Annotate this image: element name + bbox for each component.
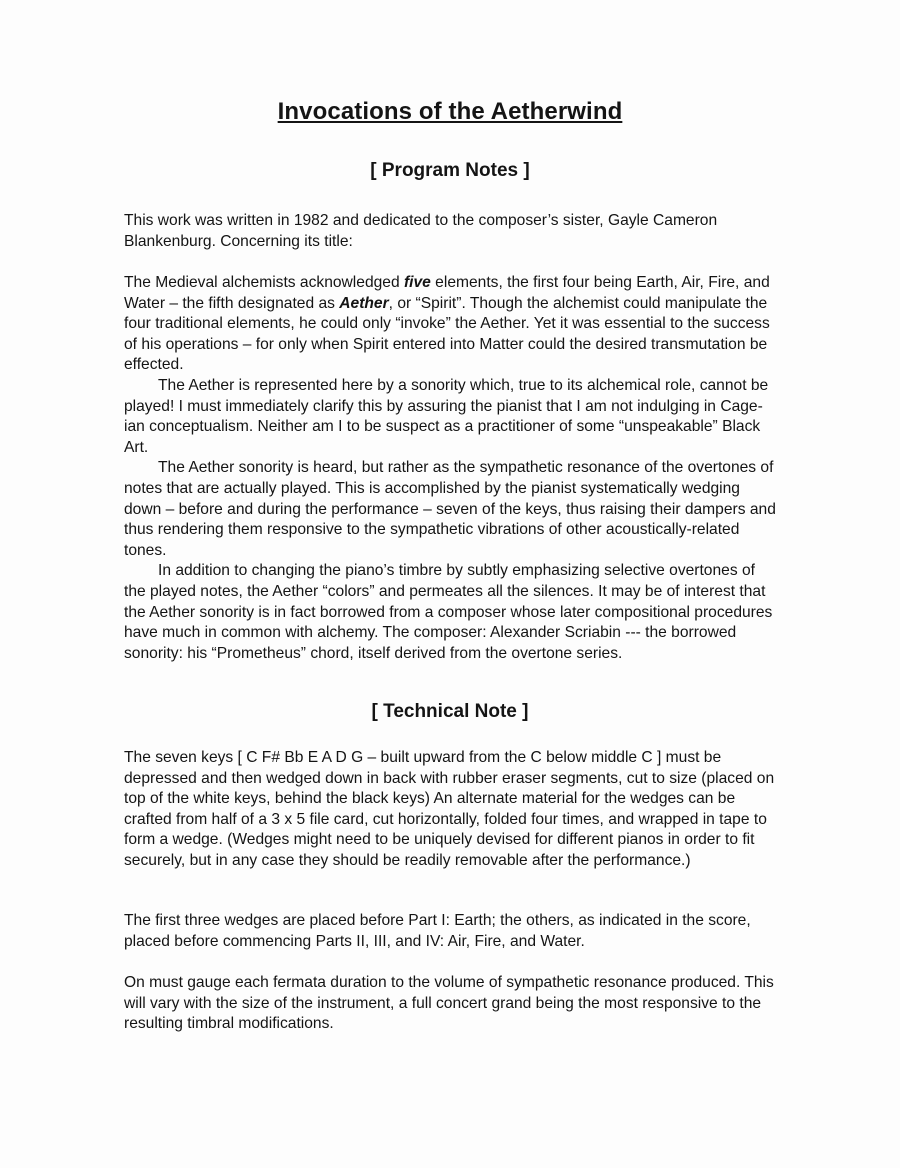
sonority-paragraph: The Aether is represented here by a sonority which, true to its alchemical role, cannot be played! I must immediately clarify this by assuring the pianist that I am not indulging in Cage-ian conceptualism. Neither am I to be suspect as a practitioner of some “unspeakable” Black Art.: [124, 376, 769, 456]
program-notes-body: [124, 273, 776, 664]
intro-paragraph: This work was written in 1982 and dedicated to the composer’s sister, Gayle Cameron Blankenburg. Concerning its title:: [124, 212, 718, 250]
keys-paragraph: The seven keys [ C F# Bb E A D G – built upward from the C below middle C ] must be depressed and then wedged down in back with rubber eraser segments, cut to size (placed on top of the white keys, behind the black keys) An alternate material for the wedges can be crafted from half of a 3 x 5 file card, cut horizontally, folded four times, and wrapped in tape to form a wedge. (Wedges might need to be uniquely devised for different pianos in order to fit securely, but in any case they should be readily removable after the performance.): [124, 749, 775, 869]
technical-note-heading: [ Technical Note ]: [371, 701, 529, 722]
paragraph-text: The Medieval alchemists acknowledged: [124, 274, 404, 291]
fermata-paragraph: On must gauge each fermata duration to the volume of sympathetic resonance produced. This will vary with the size of the instrument, a full concert grand being the most responsive to the resulting timbral modifications.: [124, 974, 774, 1033]
alchemists-paragraph: [124, 273, 776, 376]
technical-note-wedges: [124, 911, 776, 952]
program-notes-intro: [124, 211, 776, 252]
wedges-paragraph: The first three wedges are placed before Part I: Earth; the others, as indicated in the score, placed before commencing Parts II, III, and IV: Air, Fire, and Water.: [124, 912, 751, 950]
technical-note-keys: [124, 748, 776, 872]
paragraph-text: elements, the first four being Earth, Air, Fire, and Water – the fifth designated as: [124, 274, 770, 312]
emphasis-five: five: [403, 274, 431, 291]
timbre-paragraph: In addition to changing the piano’s timbre by subtly emphasizing selective overtones of the played notes, the Aether “colors” and permeates all the silences. It may be of interest that the Aether sonority is in fact borrowed from a composer whose later compositional procedures have much in common with alchemy. The composer: Alexander Scriabin --- the borrowed sonority: his “Prometheus” chord, itself derived from the overtone series.: [124, 562, 773, 662]
emphasis-aether: Aether: [339, 294, 389, 312]
resonance-paragraph: The Aether sonority is heard, but rather as the sympathetic resonance of the overtones of notes that are actually played. This is accomplished by the pianist systematically wedging down – before and during the performance – seven of the keys, thus raising their dampers and thus rendering them responsive to the sympathetic vibrations of other acoustically-related tones.: [124, 459, 776, 559]
paragraph-text: , or “Spirit”. Though the alchemist could manipulate the four traditional elements, he could only “invoke” the Aether. Yet it was essential to the success of his operations – for only when Spirit entered into Matter could the desired transmutation be effected.: [124, 294, 770, 374]
document-title: Invocations of the Aetherwind: [277, 98, 623, 125]
technical-note-fermata: [124, 973, 776, 1035]
program-notes-heading: [ Program Notes ]: [370, 160, 530, 181]
